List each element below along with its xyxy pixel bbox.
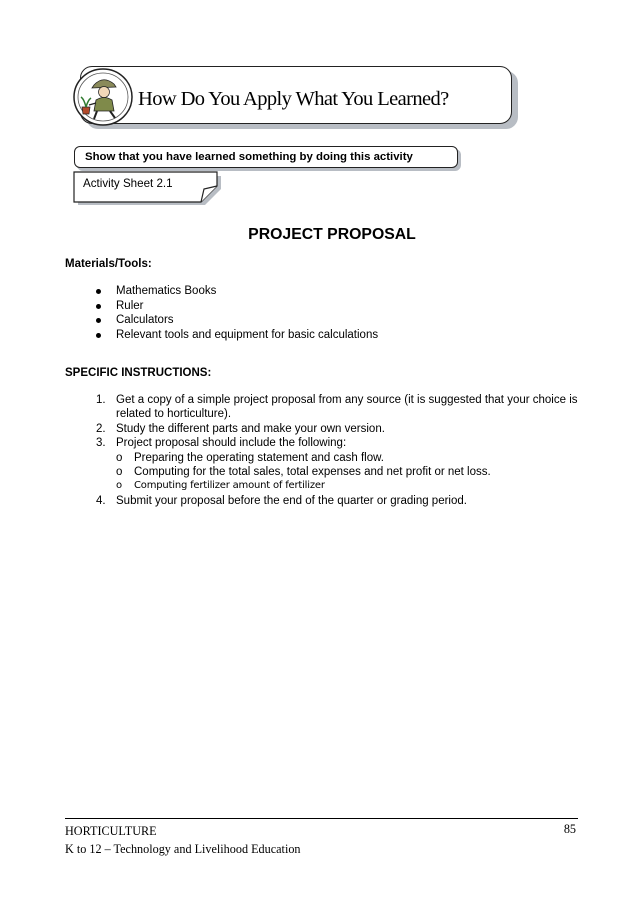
- activity-sheet-label: Activity Sheet 2.1: [83, 177, 173, 190]
- list-item: 3. Project proposal should include the following: o Preparing the operating statement and cash flow. o Computing for the total sales, total expenses and net profit or net loss. o Computing fertilizer amount of fertilizer: [96, 436, 596, 494]
- list-item: Calculators: [96, 313, 378, 328]
- farmer-mascot-icon: [72, 67, 134, 127]
- footer-divider: [65, 818, 578, 819]
- sub-list-item: o Computing fertilizer amount of fertilizer: [116, 480, 325, 492]
- bullet-icon: [96, 333, 101, 338]
- list-item: 2. Study the different parts and make your own version.: [96, 422, 385, 435]
- instructions-list: [96, 393, 596, 508]
- list-item: Relevant tools and equipment for basic calculations: [96, 328, 378, 343]
- list-item: Ruler: [96, 299, 378, 314]
- sub-list-item: o Computing for the total sales, total expenses and net profit or net loss.: [116, 466, 491, 479]
- footer-program: K to 12 – Technology and Livelihood Education: [65, 842, 301, 856]
- materials-label: Materials/Tools:: [65, 258, 152, 270]
- bullet-icon: [96, 289, 101, 294]
- page-number: 85: [563, 822, 576, 836]
- footer-subject: HORTICULTURE: [65, 824, 157, 838]
- footer-info: [65, 822, 301, 858]
- list-item: 4. Submit your proposal before the end of the quarter or grading period.: [96, 494, 467, 507]
- bullet-icon: [96, 304, 101, 309]
- instructions-label: SPECIFIC INSTRUCTIONS:: [65, 367, 212, 379]
- document-title: PROJECT PROPOSAL: [248, 226, 416, 243]
- sub-list-item: o Preparing the operating statement and cash flow.: [116, 451, 384, 464]
- list-item: Mathematics Books: [96, 284, 378, 299]
- list-item: 1. Get a copy of a simple project proposal from any source (it is suggested that your choice is related to horticulture).: [96, 394, 578, 421]
- header-title: How Do You Apply What You Learned?: [138, 88, 449, 110]
- materials-list: [96, 284, 378, 342]
- instruction-bar-text: Show that you have learned something by doing this activity: [85, 151, 413, 163]
- bullet-icon: [96, 318, 101, 323]
